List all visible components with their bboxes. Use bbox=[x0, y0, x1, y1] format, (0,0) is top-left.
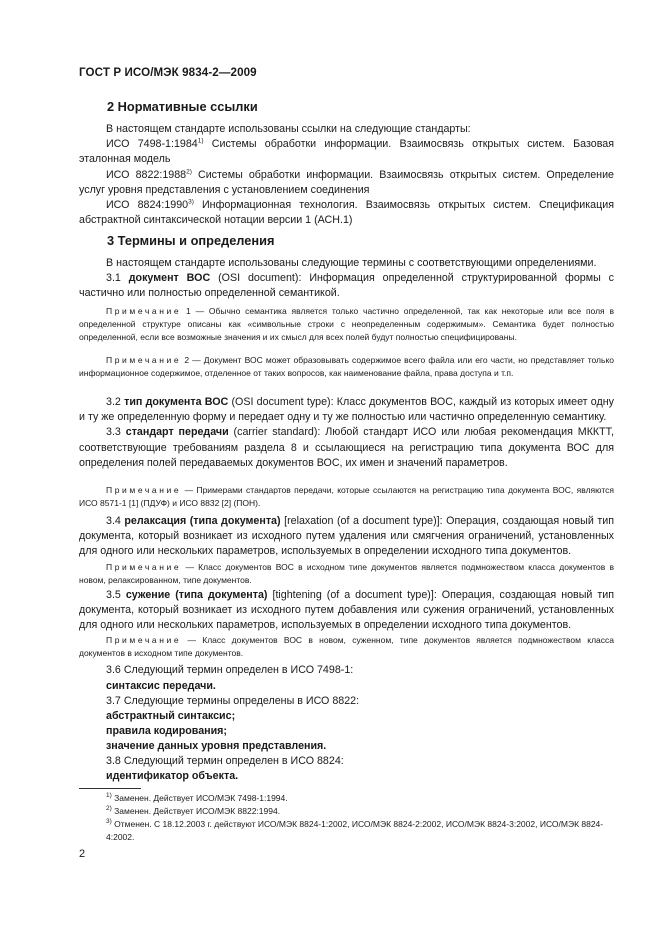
term-3-2: 3.2 тип документа ВОС (OSI document type): Класс документов ВОС, каждый из которых имеет одну и ту же определенную форму и передает одну и ту же полностью или частично определенную семантику. bbox=[79, 396, 614, 424]
section-3-intro-block bbox=[79, 256, 614, 302]
section-2-title: 2 Нормативные ссылки bbox=[107, 99, 258, 114]
footnote-3: $^{3)}$ Отменен. С 18.12.2003 г. действуют ИСО/МЭК 8824-1:2002, ИСО/МЭК 8824-2:2002, ИСО/МЭК 8824-3:2002, ИСО/МЭК 8824-4:2002. bbox=[106, 818, 604, 843]
terms-3-2-3-3 bbox=[79, 395, 614, 471]
reference-item: ИСО 7498-1:1984$^{1)}$ Системы обработки информации. Взаимосвязь открытых систем. Базовая эталонная модель bbox=[79, 137, 614, 166]
term-3-6-value: синтаксис передачи. bbox=[106, 680, 216, 692]
note-3: Примечание — Примерами стандартов передачи, которые ссылаются на регистрацию типа документа ВОС, являются ИСО 8571-1 [1] (ПДУФ) и ИСО 8832 [2] (ПОН). bbox=[79, 485, 614, 509]
section-2-body bbox=[79, 122, 614, 228]
footnote-1: $^{1)}$ Заменен. Действует ИСО/МЭК 7498-1:1994. bbox=[106, 792, 288, 803]
section-3-title: 3 Термины и определения bbox=[107, 233, 275, 248]
note-2: Примечание 2 — Документ ВОС может образовывать содержимое всего файла или его части, но представляет только информационное содержимое, отделенное от таких вопросов, как наименование файла, права доступа и т.п. bbox=[79, 355, 614, 379]
footnotes bbox=[106, 792, 614, 844]
section-3-intro: В настоящем стандарте использованы следующие термины с соответствующими определениями. bbox=[106, 257, 597, 269]
note-4: Примечание — Класс документов ВОС в исходном типе документов является подмножеством класса документов в новом, релаксированном, типе документов. bbox=[79, 562, 614, 586]
note-5: Примечание — Класс документов ВОС в новом, суженном, типе документов является подмножеством класса документов в исходном типе документов. bbox=[79, 635, 614, 659]
term-3-8: 3.8 Следующий термин определен в ИСО 8824: bbox=[106, 755, 344, 767]
term-3-3: 3.3 стандарт передачи (carrier standard): Любой стандарт ИСО или любая рекомендация МККТТ, соответствующие требованиям раздела 8 и ссылающиеся на регистрацию типа документа ВОС для определения полей передаваемых документов ВОС, их имен и значений параметров. bbox=[79, 426, 614, 469]
term-3-5-block bbox=[79, 588, 614, 634]
term-3-7: 3.7 Следующие термины определены в ИСО 8822: bbox=[106, 695, 360, 707]
term-3-4: 3.4 релаксация (типа документа) [relaxation (of a document type)]: Операция, создающая новый тип документа, который возникает из исходного путем удаления или смягчения ограничений, установленных для одного или нескольких параметров, используемых в определении исходного типа документов. bbox=[79, 515, 615, 558]
term-3-7-value-2: правила кодирования; bbox=[106, 725, 227, 737]
term-3-7-value-1: абстрактный синтаксис; bbox=[106, 710, 236, 722]
term-3-5: 3.5 сужение (типа документа) [tightening (of a document type)]: Операция, создающая новый тип документа, который возникает из исходного путем добавления или сужения ограничений, установленных для одного или нескольких параметров, используемых в определении исходного типа документов. bbox=[79, 589, 615, 632]
term-3-1: 3.1 документ ВОС (OSI document): Информация определенной структурированной формы с частично или полностью определенной семантикой. bbox=[79, 272, 614, 300]
page-number: 2 bbox=[79, 848, 86, 860]
term-3-7-value-3: значение данных уровня представления. bbox=[106, 740, 327, 752]
reference-item: ИСО 8824:1990$^{3)}$ Информационная технология. Взаимосвязь открытых систем. Спецификация абстрактной синтаксической нотации версии 1 (АСН.1) bbox=[79, 198, 614, 227]
term-3-6: 3.6 Следующий термин определен в ИСО 7498-1: bbox=[106, 664, 354, 676]
term-3-8-value: идентификатор объекта. bbox=[106, 770, 239, 782]
section-2-intro: В настоящем стандарте использованы ссылки на следующие стандарты: bbox=[106, 123, 471, 135]
footnote-2: $^{2)}$ Заменен. Действует ИСО/МЭК 8822:1994. bbox=[106, 805, 281, 817]
document-header: ГОСТ Р ИСО/МЭК 9834-2—2009 bbox=[79, 66, 257, 79]
note-1: Примечание 1 — Обычно семантика является только частично определенной, так как некоторые или все поля в определенной структуре описаны как «символьные строки с неопределенным содержимым». Семантика будет полностью определенной, если все возможные значения и их смысл для всех полей будут полностью специфицированы. bbox=[79, 306, 614, 343]
reference-item: ИСО 8822:1988$^{2)}$ Системы обработки информации. Взаимосвязь открытых систем. Определение услуг уровня представления с установлением соединения bbox=[79, 168, 614, 196]
term-3-4-block bbox=[79, 514, 614, 560]
footnote-divider bbox=[79, 788, 141, 789]
